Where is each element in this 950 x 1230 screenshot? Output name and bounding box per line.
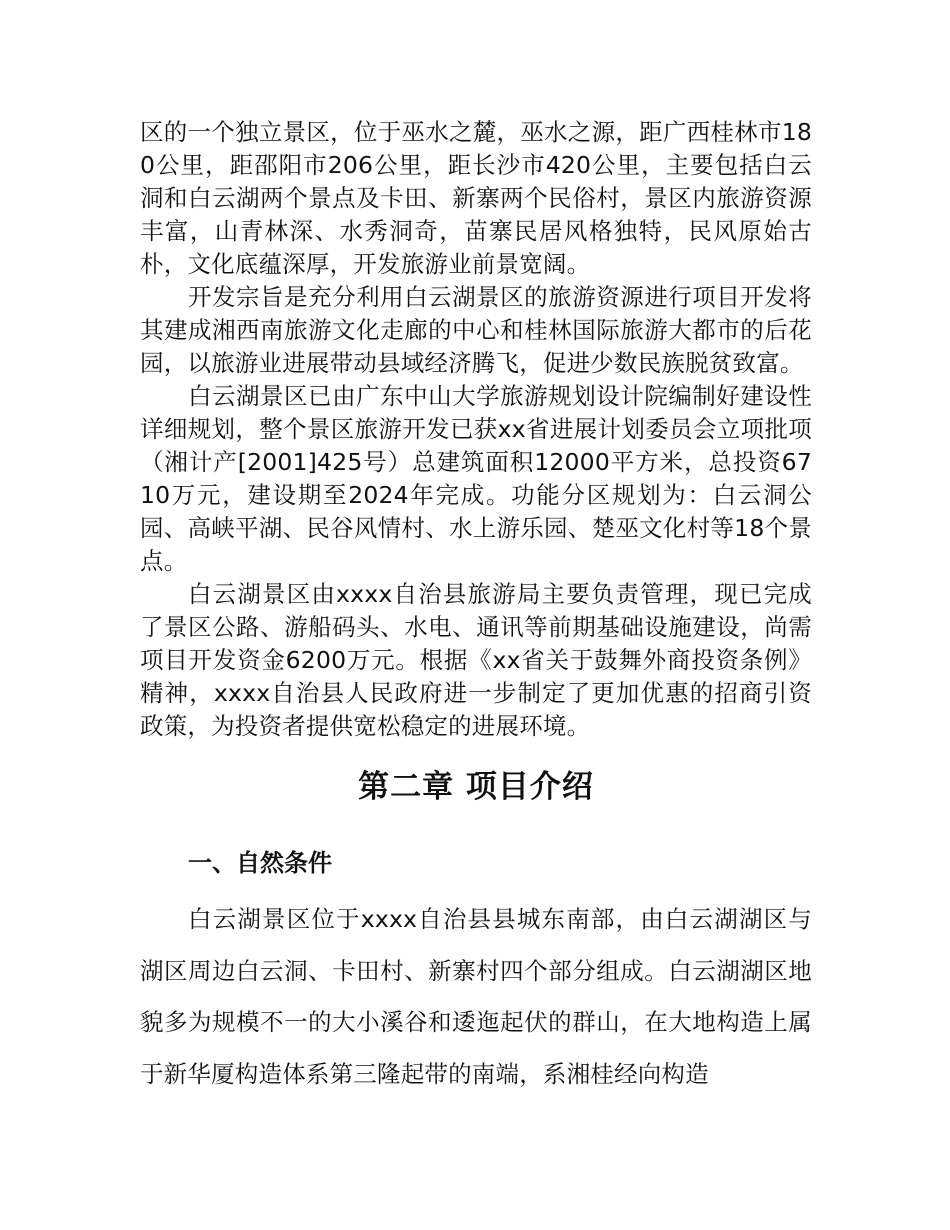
paragraph-development-purpose: 开发宗旨是充分利用白云湖景区的旅游资源进行项目开发将其建成湘西南旅游文化走廊的中心和桂林国际旅游大都市的后花园，以旅游业进展带动县域经济腾飞，促进少数民族脱贫致富。 xyxy=(140,283,812,377)
section-title: 一、自然条件 xyxy=(188,849,332,877)
paragraph-scenic-overview: 区的一个独立景区，位于巫水之麓，巫水之源，距广西桂林市180公里，距邵阳市206公里，距长沙市420公里，主要包括白云洞和白云湖两个景点及卡田、新寨两个民俗村，景区内旅游资源丰富，山青林深、水秀洞奇，苗寨民居风格独特，民风原始古朴，文化底蕴深厚，开发旅游业前景宽阔。 xyxy=(140,118,812,278)
chapter-title: 第二章 项目介绍 xyxy=(358,768,594,805)
paragraph-management: 白云湖景区由xxxx自治县旅游局主要负责管理，现已完成了景区公路、游船码头、水电、通讯等前期基础设施建设，尚需项目开发资金6200万元。根据《xx省关于鼓舞外商投资条例》精神，xxxx自治县人民政府进一步制定了更加优惠的招商引资政策，为投资者提供宽松稳定的进展环境。 xyxy=(140,580,812,740)
paragraph-natural-conditions: 白云湖景区位于xxxx自治县县城东南部，由白云湖湖区与湖区周边白云洞、卡田村、新寨村四个部分组成。白云湖湖区地貌多为规模不一的大小溪谷和逶迤起伏的群山，在大地构造上属于新华厦构造体系第三隆起带的南端，系湘桂经向构造 xyxy=(140,905,812,1088)
document-page xyxy=(140,116,812,1100)
paragraph-planning: 白云湖景区已由广东中山大学旅游规划设计院编制好建设性详细规划，整个景区旅游开发已获xx省进展计划委员会立项批项（湘计产[2001]425号）总建筑面积12000平方米，总投资6710万元，建设期至2024年完成。功能分区规划为：白云洞公园、高峡平湖、民谷风情村、水上游乐园、楚巫文化村等18个景点。 xyxy=(140,382,812,575)
